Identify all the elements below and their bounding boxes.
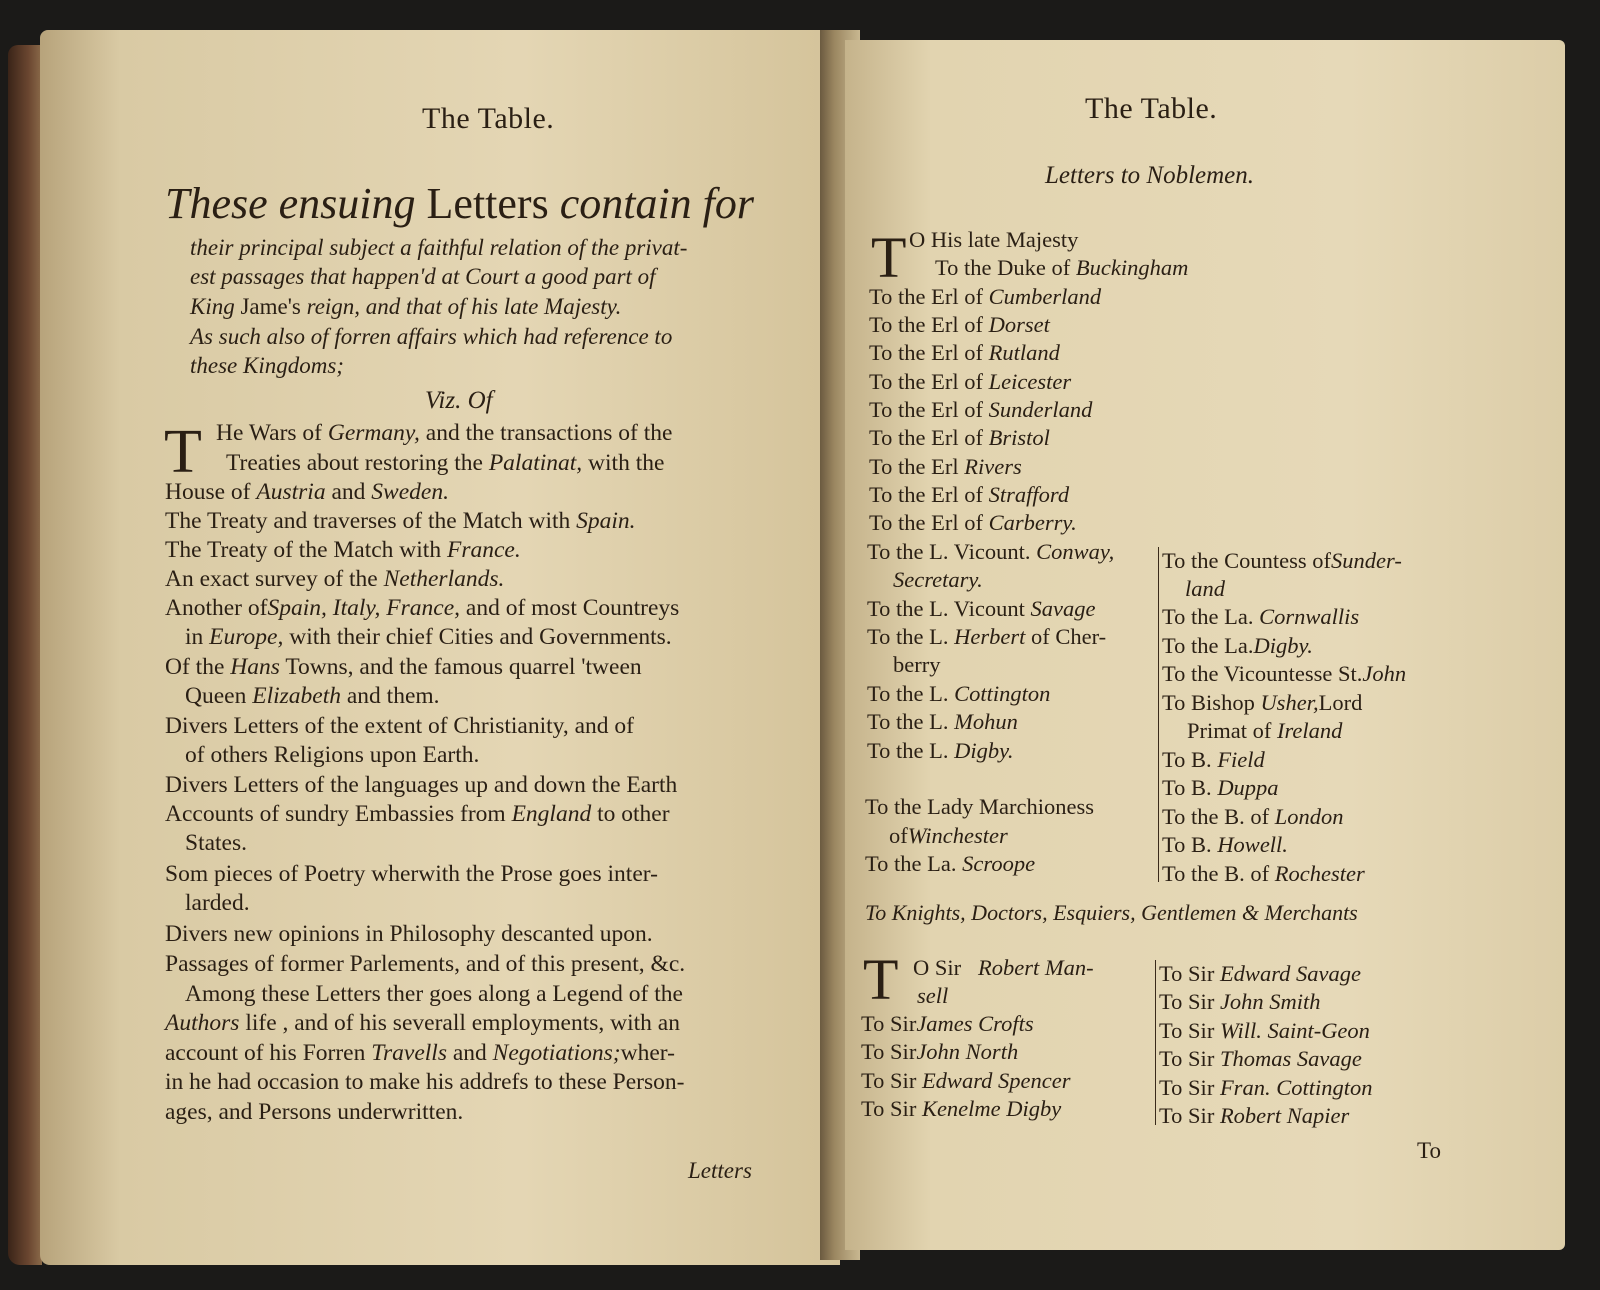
list-item: berry [893, 652, 941, 677]
list-item: in Europe, with their chief Cities and Governments. [185, 624, 672, 650]
list-item: Divers Letters of the languages up and down the Earth [165, 772, 678, 798]
list-item: To the Erl of Dorset [869, 312, 1050, 337]
list-item: Queen Elizabeth and them. [185, 683, 440, 709]
list-item: ofWinchester [889, 823, 1008, 848]
list-item: To Sir Fran. Cottington [1159, 1075, 1373, 1100]
list-item: To the La. Cornwallis [1162, 604, 1360, 629]
section-title: To Knights, Doctors, Esquiers, Gentlemen & Merchants [865, 900, 1358, 925]
list-item: To the B. of Rochester [1162, 861, 1365, 886]
intro-line: King Jame's reign, and that of his late Majesty. [190, 294, 622, 319]
list-item: To the Vicountesse St.John [1162, 661, 1407, 686]
list-item: To the Erl of Rutland [869, 340, 1060, 365]
list-item: The Treaty of the Match with France. [165, 537, 521, 563]
list-item: To the B. of London [1162, 804, 1344, 829]
list-item: Divers Letters of the extent of Christianity, and of [165, 713, 635, 739]
list-item: To the Erl of Carberry. [869, 510, 1077, 535]
list-item: Passages of former Parlements, and of this present, &c. [165, 951, 686, 977]
paragraph-line: Among these Letters ther goes along a Legend of the [185, 981, 683, 1007]
list-item: An exact survey of the Netherlands. [165, 566, 505, 592]
column-rule [1155, 960, 1156, 1125]
list-item: Another ofSpain, Italy, France, and of most Countreys [165, 595, 680, 621]
list-item: Treaties about restoring the Palatinat, with the [226, 450, 665, 476]
list-item: To the La.Digby. [1162, 633, 1313, 658]
list-item: House of Austria and Sweden. [165, 479, 449, 505]
list-item: To SirJohn North [861, 1039, 1019, 1064]
list-item: To the Erl of Strafford [869, 482, 1070, 507]
list-item: He Wars of Germany, and the transactions of the [216, 420, 673, 446]
list-item: To the Erl of Leicester [869, 369, 1072, 394]
intro-line: these Kingdoms; [190, 353, 344, 378]
book-cover-edge [8, 45, 42, 1265]
list-item: O Sir Robert Man- [913, 955, 1094, 980]
paragraph-line: ages, and Persons underwritten. [165, 1099, 464, 1125]
list-item: To B. Howell. [1162, 832, 1288, 857]
list-item: Accounts of sundry Embassies from England to other [165, 801, 670, 827]
list-item: To Sir Robert Napier [1159, 1103, 1350, 1128]
list-item: To the L. Digby. [867, 738, 1014, 763]
paragraph-line: in he had occasion to make his addrefs to these Person- [165, 1069, 685, 1095]
list-item: To the L. Vicount Savage [867, 596, 1096, 621]
list-item: land [1185, 576, 1226, 601]
intro-line: est passages that happen'd at Court a good part of [190, 264, 656, 289]
list-item: To Sir Thomas Savage [1159, 1046, 1362, 1071]
list-item: To Sir Edward Savage [1159, 961, 1361, 986]
drop-cap: T [863, 947, 899, 1012]
list-item: To the Countess ofSunder- [1162, 548, 1402, 573]
list-item: To Bishop Usher,Lord [1162, 690, 1363, 715]
catchword: Letters [688, 1158, 752, 1183]
right-page [845, 40, 1565, 1250]
list-item: To B. Field [1162, 747, 1265, 772]
page-header: The Table. [422, 102, 555, 135]
list-item: Secretary. [893, 567, 983, 592]
column-rule [1158, 547, 1159, 882]
list-item: To B. Duppa [1162, 775, 1279, 800]
list-item: To the Erl Rivers [869, 454, 1022, 479]
list-item: To the Lady Marchioness [865, 794, 1094, 819]
list-item: Divers new opinions in Philosophy descanted upon. [165, 921, 653, 947]
paragraph-line: Authors life , and of his severall employments, with an [165, 1010, 680, 1036]
viz-heading: Viz. Of [425, 387, 493, 414]
list-item: larded. [185, 890, 250, 916]
drop-cap: T [164, 418, 202, 486]
list-item: To Sir Kenelme Digby [861, 1096, 1062, 1121]
list-item: Som pieces of Poetry wherwith the Prose goes inter- [165, 861, 658, 887]
list-item: Of the Hans Towns, and the famous quarrel 'tween [165, 654, 642, 680]
list-item: States. [185, 830, 248, 856]
catchword: To [1417, 1138, 1441, 1163]
list-item: To the Duke of Buckingham [935, 255, 1189, 280]
list-item: To Sir Will. Saint-Geon [1159, 1018, 1370, 1043]
left-page [40, 30, 840, 1265]
list-item: To the Erl of Sunderland [869, 397, 1093, 422]
list-item: To Sir John Smith [1159, 989, 1321, 1014]
paragraph-line: account of his Forren Travells and Negotiations;wher- [165, 1040, 675, 1066]
page-header: The Table. [1085, 92, 1218, 125]
drop-cap: T [871, 225, 907, 290]
list-item: The Treaty and traverses of the Match with Spain. [165, 508, 636, 534]
list-item: To the L. Vicount. Conway, [867, 539, 1115, 564]
list-item: To SirJames Crofts [861, 1011, 1034, 1036]
list-item: sell [917, 983, 949, 1008]
list-item: To the L. Herbert of Cher- [867, 624, 1107, 649]
list-item: To the L. Mohun [867, 709, 1018, 734]
list-item: To the L. Cottington [867, 681, 1051, 706]
intro-title: These ensuing Letters contain for [165, 179, 755, 228]
section-title: Letters to Noblemen. [1045, 162, 1255, 189]
intro-line: their principal subject a faithful relation of the privat- [190, 235, 688, 260]
list-item: of others Religions upon Earth. [185, 742, 480, 768]
list-item: To the La. Scroope [865, 851, 1036, 876]
list-item: To the Erl of Bristol [869, 425, 1050, 450]
list-item: To the Erl of Cumberland [869, 284, 1102, 309]
list-item: Primat of Ireland [1187, 718, 1343, 743]
intro-line: As such also of forren affairs which had reference to [190, 324, 673, 349]
list-item: To Sir Edward Spencer [861, 1068, 1071, 1093]
list-item: O His late Majesty [909, 227, 1079, 252]
